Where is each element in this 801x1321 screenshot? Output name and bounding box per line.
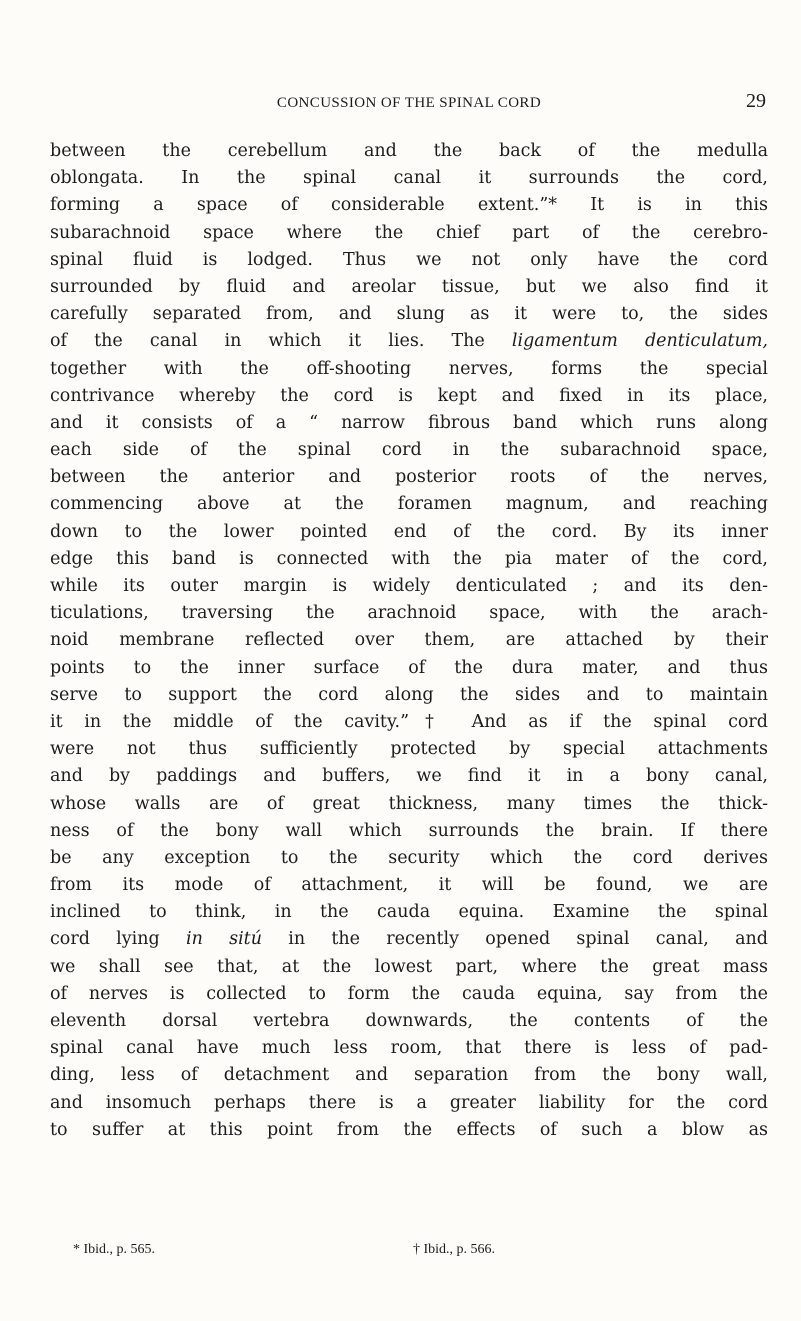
footnote-1: * Ibid., p. 565. — [73, 1242, 156, 1257]
text-line: and insomuch perhaps there is a greater liability for the cord — [50, 1092, 768, 1113]
text-line: together with the off-shooting nerves, forms the special — [50, 358, 768, 379]
text-line: down to the lower pointed end of the cord. By its inner — [50, 521, 768, 542]
text-line: carefully separated from, and slung as it were to, the sides — [50, 304, 768, 325]
text-line: surrounded by fluid and areolar tissue, but we also find it — [50, 276, 768, 297]
text-line: ness of the bony wall which surrounds the brain. If there — [50, 820, 768, 841]
text-line: from its mode of attachment, it will be found, we are — [50, 875, 768, 896]
running-title: CONCUSSION OF THE SPINAL CORD — [276, 95, 542, 111]
italic-term: ligamentum denticulatum, — [511, 331, 768, 352]
text-line: contrivance whereby the cord is kept and fixed in its place, — [50, 385, 768, 406]
text-line: each side of the spinal cord in the subarachnoid space, — [50, 440, 768, 461]
body-text — [50, 138, 768, 1144]
text-line: to suffer at this point from the effects of such a blow as — [50, 1119, 768, 1140]
text-line: subarachnoid space where the chief part of the cerebro- — [50, 222, 768, 243]
text-line: inclined to think, in the cauda equina. Examine the spinal — [50, 902, 768, 923]
text-line: and by paddings and buffers, we find it in a bony canal, — [50, 766, 768, 787]
text-line: spinal canal have much less room, that there is less of pad- — [50, 1038, 768, 1059]
footnotes — [50, 1239, 768, 1261]
text-line: of nerves is collected to form the cauda equina, say from the — [50, 983, 768, 1004]
text-segment: in the recently opened spinal canal, and — [262, 929, 768, 950]
footnote-2: † Ibid., p. 566. — [413, 1242, 496, 1257]
text-line: eleventh dorsal vertebra downwards, the contents of the — [50, 1011, 768, 1031]
text-line: edge this band is connected with the pia mater of the cord, — [50, 548, 768, 569]
text-line: noid membrane reflected over them, are attached by their — [50, 630, 768, 651]
text-line-with-italic — [50, 926, 768, 953]
text-line: forming a space of considerable extent.”* It is in this — [50, 195, 768, 216]
text-line: we shall see that, at the lowest part, where the great mass — [50, 956, 768, 977]
page-number: 29 — [746, 90, 766, 112]
italic-term: in sitú — [185, 929, 262, 950]
text-line: between the anterior and posterior roots of the nerves, — [50, 467, 768, 488]
text-line: it in the middle of the cavity.”† And as if the spinal cord — [50, 711, 768, 732]
text-line: points to the inner surface of the dura mater, and thus — [50, 657, 768, 678]
text-line: ding, less of detachment and separation from the bony wall, — [50, 1065, 768, 1086]
text-line: commencing above at the foramen magnum, and reaching — [50, 494, 768, 515]
text-line: whose walls are of great thickness, many times the thick- — [50, 793, 768, 814]
text-line: between the cerebellum and the back of the medulla — [50, 141, 768, 161]
text-line: oblongata. In the spinal canal it surrounds the cord, — [50, 168, 768, 189]
text-line: were not thus sufficiently protected by special attachments — [50, 739, 768, 760]
text-line-with-italic — [50, 328, 768, 355]
text-segment: cord lying — [50, 929, 186, 950]
text-segment: of the canal in which it lies. The — [50, 331, 512, 352]
running-header — [50, 92, 768, 114]
text-line: spinal fluid is lodged. Thus we not only have the cord — [50, 249, 768, 270]
text-line: serve to support the cord along the sides and to maintain — [50, 684, 768, 705]
text-line: ticulations, traversing the arachnoid space, with the arach- — [50, 603, 768, 624]
text-line: be any exception to the security which the cord derives — [50, 847, 768, 868]
text-line: and it consists of a “ narrow fibrous band which runs along — [50, 412, 768, 433]
text-line: while its outer margin is widely denticulated ; and its den- — [50, 576, 768, 596]
